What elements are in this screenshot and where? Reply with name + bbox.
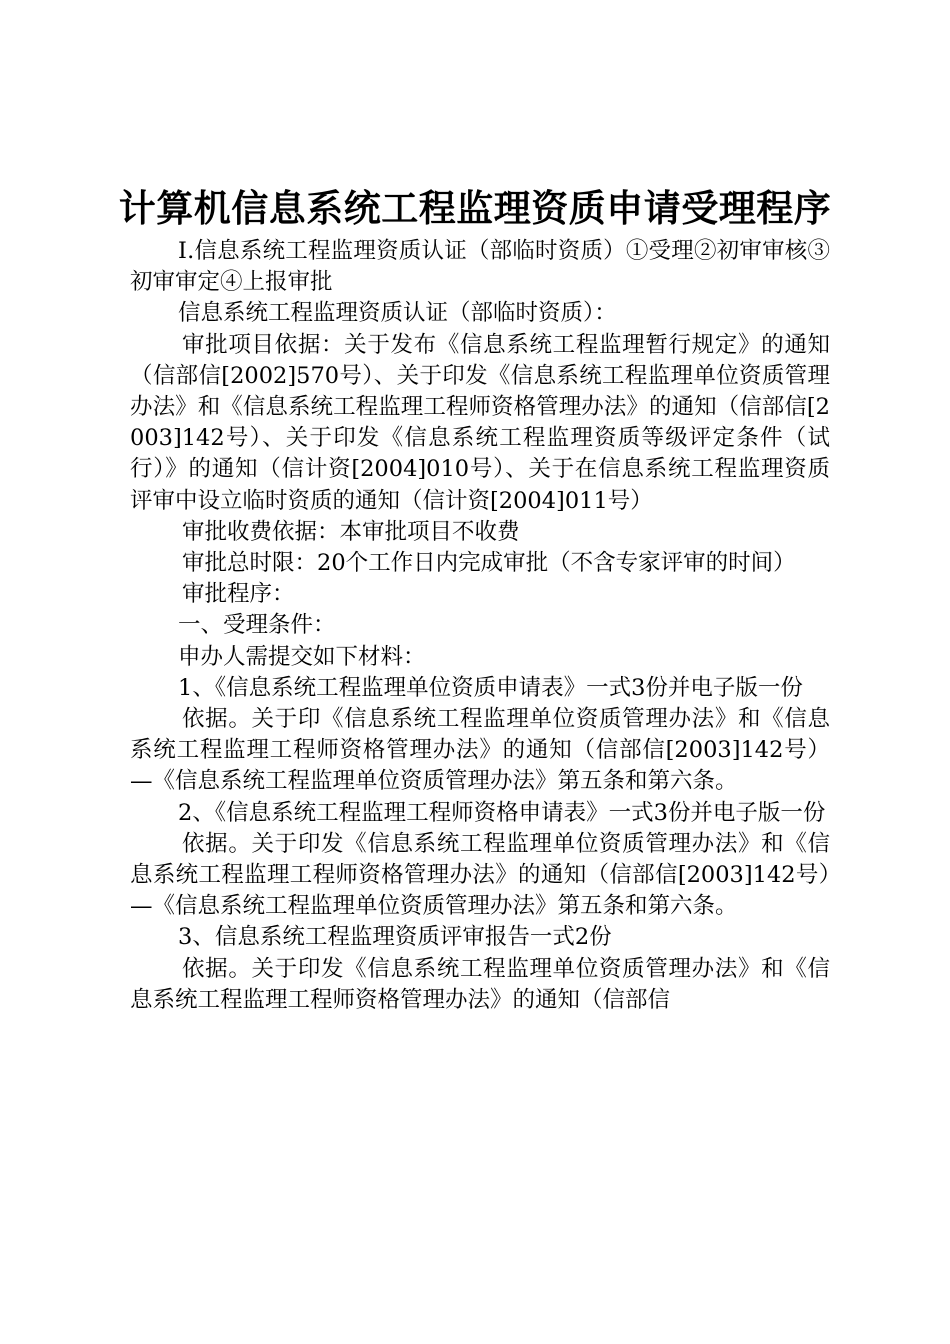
paragraph-section-heading: Ⅰ.信息系统工程监理资质认证（部临时资质）①受理②初审审核③初审审定④上报审批 (130, 238, 830, 296)
paragraph-time-limit: 审批总时限：20个工作日内完成审批（不含专家评审的时间） (182, 550, 796, 577)
paragraph-item-2: 2、《信息系统工程监理工程师资格申请表》一式3份并电子版一份 (178, 799, 826, 826)
paragraph-certification-title: 信息系统工程监理资质认证（部临时资质）： (178, 300, 617, 327)
paragraph-item-1: 1、《信息系统工程监理单位资质申请表》一式3份并电子版一份 (178, 674, 803, 701)
document-body (130, 236, 830, 1016)
paragraph-fee-basis: 审批收费依据：本审批项目不收费 (182, 518, 520, 545)
paragraph-item-3-basis: 依据。关于印发《信息系统工程监理单位资质管理办法》和《信息系统工程监理工程师资格管理办法》的通知（信部信 (130, 955, 830, 1013)
paragraph-item-3: 3、信息系统工程监理资质评审报告一式2份 (178, 924, 612, 951)
paragraph-acceptance-conditions: 一、受理条件： (178, 612, 336, 639)
paragraph-materials-intro: 申办人需提交如下材料： (178, 643, 426, 670)
paragraph-item-1-basis: 依据。关于印《信息系统工程监理单位资质管理办法》和《信息系统工程监理工程师资格管理办法》的通知（信部信[2003]142号）—《信息系统工程监理单位资质管理办法》第五条和第六条。 (130, 706, 830, 795)
paragraph-procedure-heading: 审批程序： (182, 581, 295, 608)
paragraph-item-2-basis: 依据。关于印发《信息系统工程监理单位资质管理办法》和《信息系统工程监理工程师资格管理办法》的通知（信部信[2003]142号）—《信息系统工程监理单位资质管理办法》第五条和第六条。 (130, 830, 830, 920)
paragraph-approval-basis: 审批项目依据：关于发布《信息系统工程监理暂行规定》的通知（信部信[2002]570号）、关于印发《信息系统工程监理单位资质管理办法》和《信息系统工程监理工程师资格管理办法》的通知（信部信[2003]142号）、关于印发《信息系统工程监理资质等级评定条件（试行）》的通知（信计资[2004]010号）、关于在信息系统工程监理资质评审中设立临时资质的通知（信计资[2004]011号） (130, 331, 830, 514)
document-title: 计算机信息系统工程监理资质申请受理程序 (118, 187, 832, 230)
